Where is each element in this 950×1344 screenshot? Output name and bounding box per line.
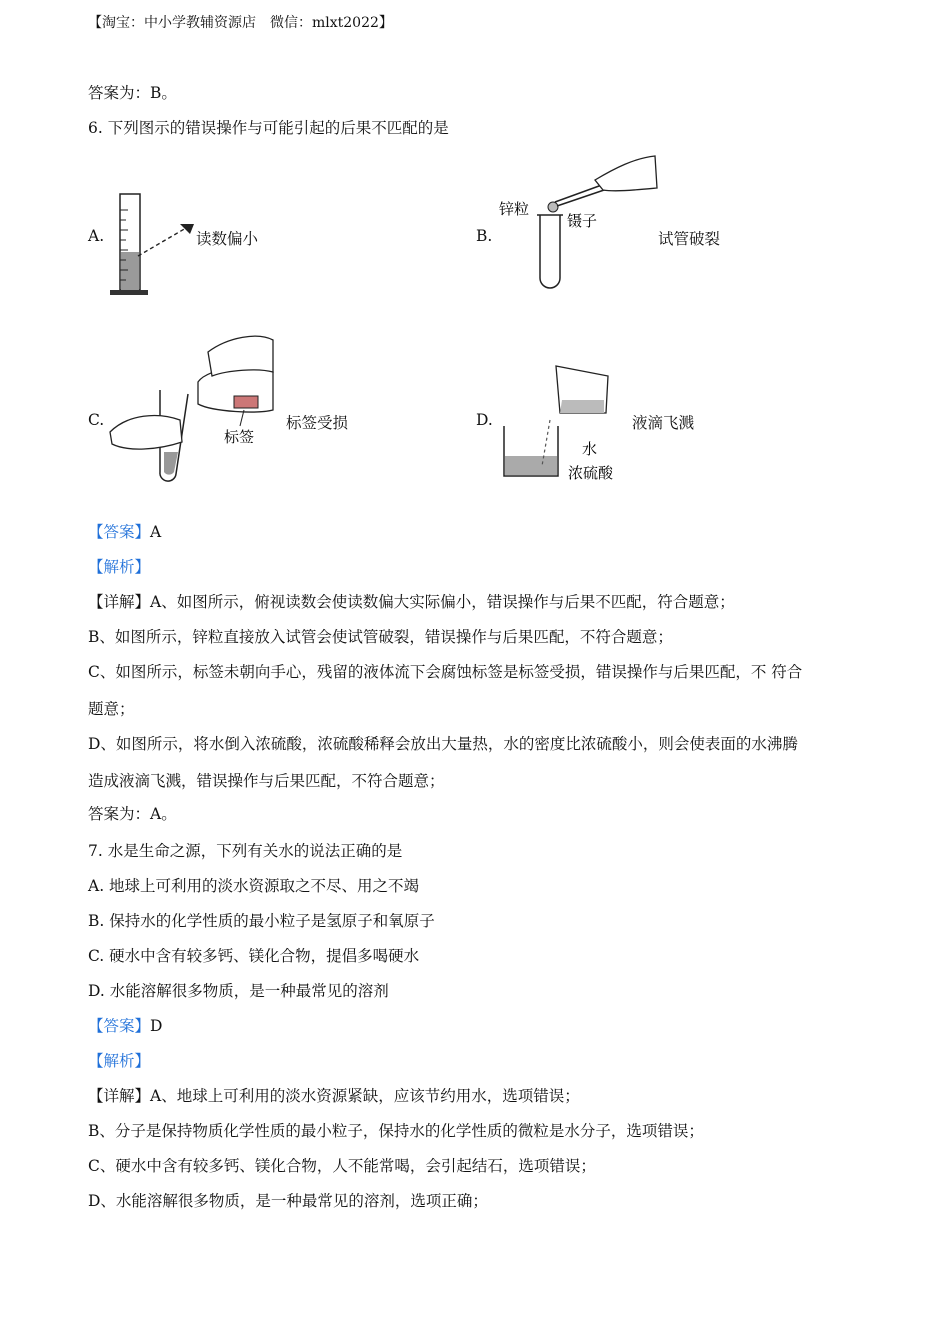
diluting-acid-diagram xyxy=(498,358,633,486)
q6-option-c-letter: C. xyxy=(88,411,105,429)
pouring-liquid-diagram xyxy=(108,332,283,492)
q6-answer: 【答案】A xyxy=(88,523,162,541)
q6-option-b-caption: 试管破裂 xyxy=(658,230,721,248)
q7-detail-3: D、水能溶解很多物质，是一种最常见的溶剂，选项正确； xyxy=(88,1192,488,1210)
page-header: 【淘宝：中小学教辅资源店 微信：mlxt2022】 xyxy=(88,15,393,31)
conc-sulfuric-acid-label: 浓硫酸 xyxy=(568,464,614,482)
q7-detail-1: B、分子是保持物质化学性质的最小粒子，保持水的化学性质的微粒是水分子，选项错误； xyxy=(88,1122,704,1140)
tweezers-label: 镊子 xyxy=(567,212,598,230)
previous-answer: 答案为：B。 xyxy=(88,84,177,102)
q7-option-c: C. 硬水中含有较多钙、镁化合物，提倡多喝硬水 xyxy=(88,947,420,965)
q7-detail-0: 【详解】A、地球上可利用的淡水资源紧缺，应该节约用水，选项错误； xyxy=(88,1087,580,1105)
graduated-cylinder-diagram xyxy=(104,190,204,300)
q6-final-answer: 答案为：A。 xyxy=(88,805,177,823)
q7-option-d: D. 水能溶解很多物质，是一种最常见的溶剂 xyxy=(88,982,389,1000)
q6-detail-4: D、如图所示，将水倒入浓硫酸，浓硫酸稀释会放出大量热，水的密度比浓硫酸小，则会使表面的水沸腾 xyxy=(88,735,798,753)
q6-detail-5: 造成液滴飞溅，错误操作与后果匹配，不符合题意； xyxy=(88,772,445,790)
q7-option-a: A. 地球上可利用的淡水资源取之不尽、用之不竭 xyxy=(88,877,420,895)
q6-detail-2: C、如图所示，标签未朝向手心，残留的液体流下会腐蚀标签是标签受损，错误操作与后果匹配，不 符合 xyxy=(88,663,803,681)
zinc-label: 锌粒 xyxy=(499,200,530,218)
q6-option-b-letter: B. xyxy=(476,227,493,245)
q7-answer: 【答案】D xyxy=(88,1017,163,1035)
q6-option-c-caption: 标签受损 xyxy=(286,414,349,432)
q6-detail-3: 题意； xyxy=(88,700,135,718)
q7-detail-2: C、硬水中含有较多钙、镁化合物，人不能常喝，会引起结石，选项错误； xyxy=(88,1157,596,1175)
q6-option-d-caption: 液滴飞溅 xyxy=(632,414,695,432)
q7-stem: 7. 水是生命之源，下列有关水的说法正确的是 xyxy=(88,842,403,860)
q7-option-b: B. 保持水的化学性质的最小粒子是氢原子和氧原子 xyxy=(88,912,435,930)
q6-stem: 6. 下列图示的错误操作与可能引起的后果不匹配的是 xyxy=(88,119,449,137)
label-tag: 标签 xyxy=(224,428,255,446)
q6-option-a-letter: A. xyxy=(88,227,105,245)
q6-analysis-tag: 【解析】 xyxy=(88,558,151,576)
q6-detail-0: 【详解】A、如图所示，俯视读数会使读数偏大实际偏小，错误操作与后果不匹配，符合题意； xyxy=(88,593,735,611)
q6-detail-1: B、如图所示，锌粒直接放入试管会使试管破裂，错误操作与后果匹配，不符合题意； xyxy=(88,628,673,646)
q7-analysis-tag: 【解析】 xyxy=(88,1052,151,1070)
water-label: 水 xyxy=(582,440,598,458)
q6-option-a-caption: 读数偏小 xyxy=(196,230,259,248)
zinc-test-tube-diagram xyxy=(495,150,665,295)
q6-option-d-letter: D. xyxy=(476,411,493,429)
